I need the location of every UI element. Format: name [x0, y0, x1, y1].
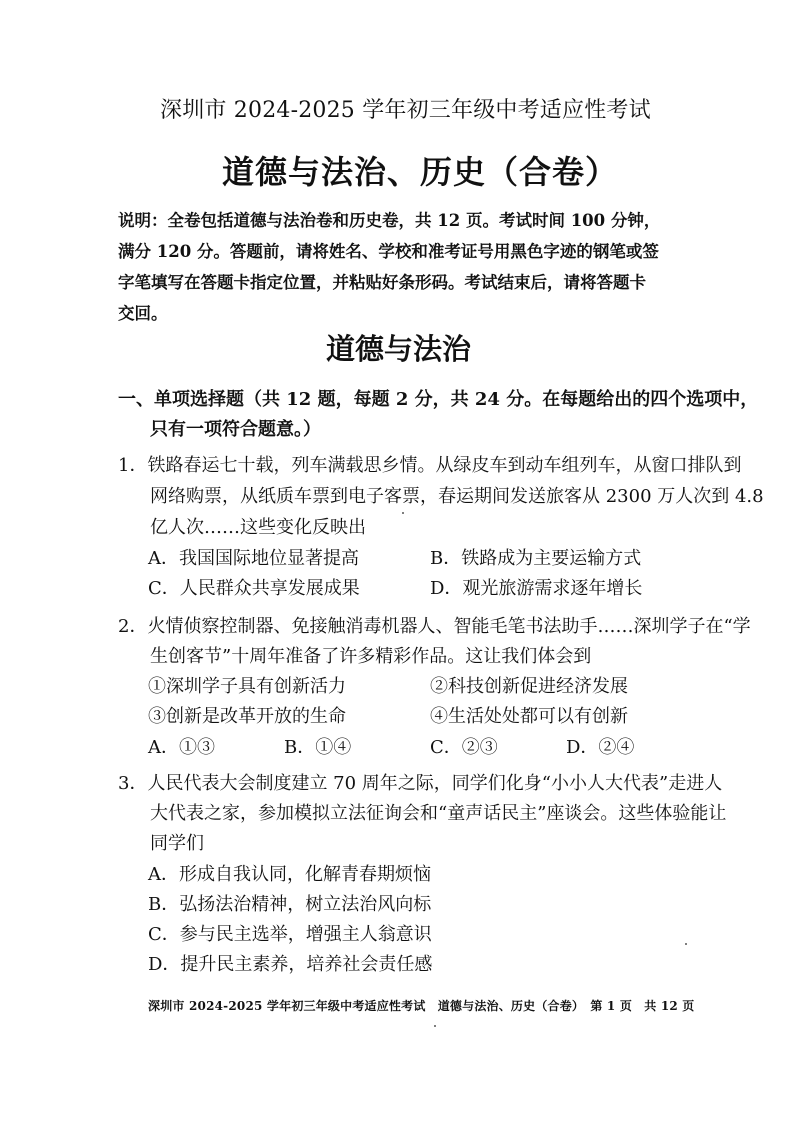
- statement-4: ④生活处处都可以有创新: [430, 706, 628, 727]
- subject-title: 道德与法治、历史（合卷）: [222, 153, 619, 191]
- scan-speck: [434, 1025, 436, 1027]
- option-d: D．观光旅游需求逐年增长: [430, 578, 643, 599]
- option-a: A．①③: [148, 737, 215, 758]
- option-a: A．我国国际地位显著提高: [148, 548, 359, 569]
- section-heading: 道德与法治: [326, 332, 472, 366]
- option-c: C．人民群众共享发展成果: [148, 578, 360, 599]
- question-stem-line: 亿人次……这些变化反映出: [150, 517, 366, 538]
- option-a: A．形成自我认同，化解青春期烦恼: [148, 864, 431, 885]
- instructions-line: 交回。: [118, 304, 168, 323]
- option-c: C．②③: [430, 737, 498, 758]
- part-heading-line: 只有一项符合题意。）: [150, 419, 321, 440]
- statement-1: ①深圳学子具有创新活力: [148, 676, 346, 697]
- option-c: C．参与民主选举，增强主人翁意识: [148, 924, 432, 945]
- option-d: D．提升民主素养，培养社会责任感: [148, 954, 433, 975]
- option-b: B．①④: [284, 737, 352, 758]
- question-stem-line: 同学们: [150, 833, 204, 854]
- instructions-line: 说明：全卷包括道德与法治卷和历史卷，共 12 页。考试时间 100 分钟，: [118, 211, 661, 230]
- statement-3: ③创新是改革开放的生命: [148, 706, 346, 727]
- part-heading-line: 一、单项选择题（共 12 题，每题 2 分，共 24 分。在每题给出的四个选项中，: [118, 389, 759, 410]
- question-stem-line: 2．火情侦察控制器、免接触消毒机器人、智能毛笔书法助手……深圳学子在“学: [118, 616, 751, 637]
- question-stem-line: 3．人民代表大会制度建立 70 周年之际，同学们化身“小小人大代表”走进人: [118, 773, 723, 794]
- page-footer: 深圳市 2024-2025 学年初三年级中考适应性考试 道德与法治、历史（合卷） 第 1 页 共 12 页: [148, 999, 695, 1013]
- instructions-line: 字笔填写在答题卡指定位置，并粘贴好条形码。考试结束后，请将答题卡: [118, 273, 646, 292]
- option-b: B．铁路成为主要运输方式: [430, 548, 642, 569]
- question-stem-line: 生创客节”十周年准备了许多精彩作品。这让我们体会到: [150, 646, 592, 667]
- question-stem-line: 1．铁路春运七十载，列车满载思乡情。从绿皮车到动车组列车，从窗口排队到: [118, 455, 742, 476]
- question-stem-line: 网络购票，从纸质车票到电子客票，春运期间发送旅客从 2300 万人次到 4.8: [150, 486, 764, 507]
- option-d: D．②④: [566, 737, 635, 758]
- instructions-line: 满分 120 分。答题前，请将姓名、学校和准考证号用黑色字迹的钢笔或签: [118, 242, 659, 261]
- scan-speck: [685, 943, 687, 945]
- exam-title: 深圳市 2024-2025 学年初三年级中考适应性考试: [160, 98, 651, 123]
- statement-2: ②科技创新促进经济发展: [430, 676, 628, 697]
- option-b: B．弘扬法治精神，树立法治风向标: [148, 894, 432, 915]
- scan-speck: [402, 512, 404, 514]
- question-stem-line: 大代表之家，参加模拟立法征询会和“童声话民主”座谈会。这些体验能让: [150, 803, 727, 824]
